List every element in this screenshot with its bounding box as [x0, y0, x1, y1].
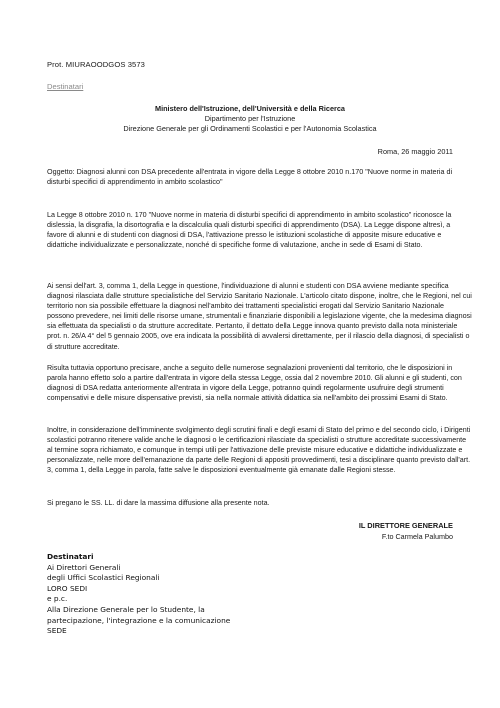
recipient-line: SEDE [47, 626, 67, 636]
letter-date: Roma, 26 maggio 2011 [377, 147, 453, 156]
body-paragraph: La Legge 8 ottobre 2010 n. 170 "Nuove norme in materia di disturbi specifici di apprendimento in ambito scolastico" riconosce la dislessia, la disgrafia, la disortografia e la discalculia quali disturbi specifici di apprendimento (DSA). La Legge dispone altresì, a favore di alunni e di studenti con diagnosi di DSA, l'attivazione presso le istituzioni scolastiche di apposite misure educative e didattiche individualizzate e personalizzate, nonché di specifiche forme di valutazione, anche in sede di Esami di Stato. [47, 211, 452, 250]
subject-line: Oggetto: Diagnosi alunni con DSA precedente all'entrata in vigore della Legge 8 ottobre 2010 n.170 "Nuove norme in materia di disturbi specifici di apprendimento in ambito scolastico" [47, 167, 453, 186]
recipient-line: degli Uffici Scolastici Regionali [47, 573, 160, 583]
body-paragraph: Risulta tuttavia opportuno precisare, anche a seguito delle numerose segnalazioni provenienti dal territorio, che le disposizioni in parola hanno effetto solo a partire dall'entrata in vigore della stessa Legge, ossia dal 2 novembre 2010. Gli alunni e gli studenti, con diagnosi di DSA redatta anteriormente all'entrata in vigore della Legge, potranno quindi regolarmente usufruire degli strumenti compensativi e delle misure dispensative previsti, sia nella normale attività didattica sia nell'ambito dei prossimi Esami di Stato. [47, 364, 462, 403]
recipient-line: Ai Direttori Generali [47, 562, 121, 572]
ministry-title: Ministero dell'Istruzione, dell'Università e della Ricerca [154, 104, 345, 113]
closing-paragraph: Si pregano le SS. LL. di dare la massima diffusione alla presente nota. [47, 499, 270, 507]
body-paragraph: Ai sensi dell'art. 3, comma 1, della Legge in questione, l'individuazione di alunni e studenti con DSA avviene mediante specifica diagnosi rilasciata dalle strutture specialistiche del Servizio Sanitario Nazionale. L'articolo citato dispone, inoltre, che le Regioni, nel cui territorio non sia possibile effettuare la diagnosi nell'ambito dei trattamenti specialistici erogati dal Servizio Sanitario Nazionale possono prevedere, nei limiti delle risorse umane, strumentali e finanziarie disponibili a legislazione vigente, che la medesima diagnosi sia effettuata da specialisti o da strutture accreditate. Pertanto, il dettato della Legge innova quanto previsto dalla nota ministeriale prot. n. 26/A 4° del 5 gennaio 2005, ove era indicata la possibilità di avvalersi direttamente, per il rilascio della diagnosi, di specialisti o di strutture accreditate. [47, 282, 472, 351]
body-paragraph: Inoltre, in considerazione dell'imminente svolgimento degli scrutini finali e degli esami di Stato del primo e del secondo ciclo, i Dirigenti scolastici potranno ritenere valide anche le diagnosi o le certificazioni rilasciate da specialisti o strutture accreditate successivamente al termine sopra richiamato, e comunque in tempi utili per l'attivazione delle previste misure educative e didattiche individualizzate e personalizzate, nelle more dell'emanazione da parte delle Regioni di appositi provvedimenti, tesi a disciplinare quanto previsto dall'art. 3, comma 1, della Legge in parola, fatte salve le disposizioni eventualmente già emanate dalle Regioni stesse. [47, 426, 471, 475]
recipient-line: LORO SEDI [47, 583, 88, 593]
signature-title: IL DIRETTORE GENERALE [358, 521, 453, 530]
recipients-heading: Destinatari [47, 552, 94, 561]
protocol-number: Prot. MIURAOODGOS 3573 [47, 60, 145, 69]
department-title: Dipartimento per l'Istruzione [204, 114, 296, 123]
signature-name: F.to Carmela Palumbo [381, 532, 453, 541]
recipient-line: partecipazione, l'integrazione e la comunicazione [47, 615, 231, 625]
recipients-block [47, 552, 230, 637]
recipient-line: Alla Direzione Generale per lo Studente, la [47, 604, 205, 614]
direction-title: Direzione Generale per gli Ordinamenti Scolastici e per l'Autonomia Scolastica [123, 124, 377, 133]
destinatari-link[interactable]: Destinatari [47, 82, 84, 91]
recipient-line: e p.c. [47, 594, 68, 604]
